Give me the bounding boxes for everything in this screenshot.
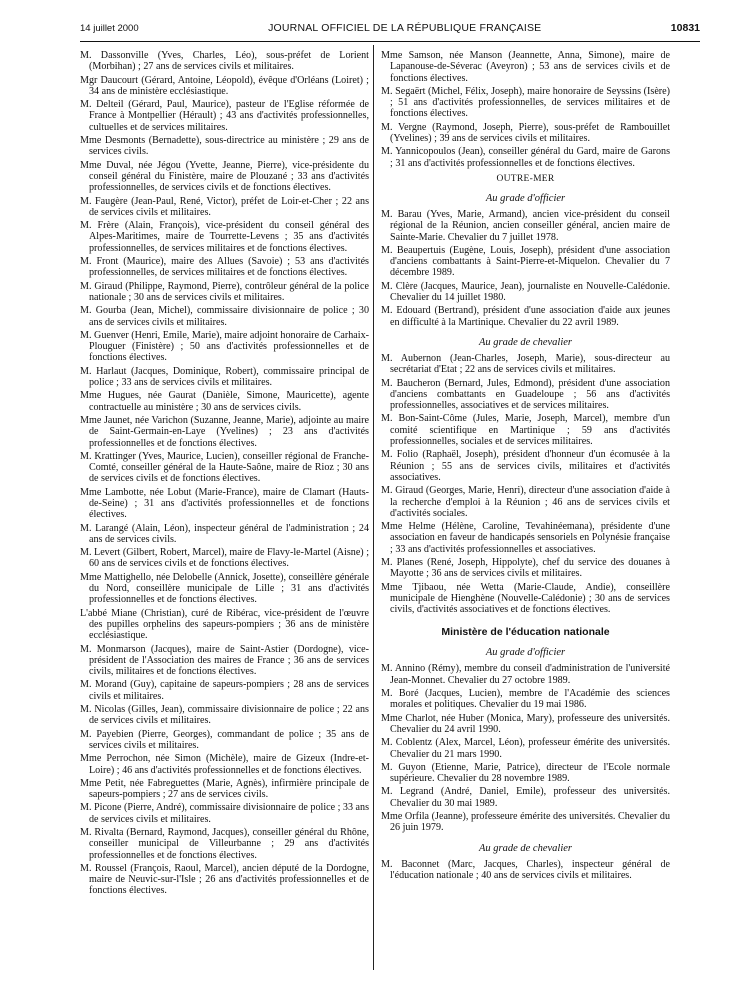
entry: L'abbé Miane (Christian), curé de Ribérac, vice-président de l'œuvre des pupilles orphelins des sapeurs-pompiers ; 36 ans de ministère ecclésiastique. bbox=[80, 607, 369, 642]
entry: M. Krattinger (Yves, Maurice, Lucien), conseiller régional de Franche-Comté, conseiller général de la Haute-Saône, maire de Rioz ; 30 ans de services civils et de fonctions électives. bbox=[80, 450, 369, 485]
entry: M. Folio (Raphaël, Joseph), président d'honneur d'un écomusée à la Réunion ; 55 ans de services civils, militaires et d'activités associatives. bbox=[381, 449, 670, 483]
entry: M. Dassonville (Yves, Charles, Léo), sous-préfet de Lorient (Morbihan) ; 27 ans de services civils et militaires. bbox=[80, 50, 369, 73]
entry: Mme Mattighello, née Delobelle (Annick, Josette), conseillère générale du Nord, conseillère municipale de Lille ; 31 ans d'activités professionnelles et de fonctions électives. bbox=[80, 571, 369, 606]
entry: Mme Charlot, née Huber (Monica, Mary), professeure des universités. Chevalier du 24 avril 1990. bbox=[381, 712, 670, 735]
grade-heading-officier: Au grade d'officier bbox=[485, 192, 566, 204]
entry: M. Front (Maurice), maire des Allues (Savoie) ; 53 ans d'activités professionnelles, de services militaires et de fonctions électives. bbox=[80, 256, 369, 279]
entry: M. Giraud (Georges, Marie, Henri), directeur d'une association d'aide à la recherche d'emploi à la Réunion ; 46 ans de services civils et d'activités sociales. bbox=[381, 485, 670, 519]
entry: M. Gourba (Jean, Michel), commissaire divisionnaire de police ; 30 ans de services civils et militaires. bbox=[80, 305, 369, 328]
entry: M. Picone (Pierre, André), commissaire divisionnaire de police ; 33 ans de services civils et militaires. bbox=[80, 802, 370, 825]
grade-heading-officier: Au grade d'officier bbox=[485, 647, 566, 659]
entry: M. Clère (Jacques, Maurice, Jean), journaliste en Nouvelle-Calédonie. Chevalier du 14 juillet 1980. bbox=[381, 280, 670, 304]
entry: Mme Tjibaou, née Wetta (Marie-Claude, Andie), conseillère municipale de Hienghène (Nouvelle-Calédonie) ; 30 ans de services civils, d'activités associatives et de fonctions électives. bbox=[381, 581, 670, 616]
ministry-heading: Ministère de l'éducation nationale bbox=[441, 626, 610, 639]
entry: Mme Lambotte, née Lobut (Marie-France), maire de Clamart (Hauts-de-Seine) ; 31 ans d'activités professionnelles et de fonctions électives. bbox=[80, 486, 369, 521]
entry: M. Annino (Rémy), membre du conseil d'administration de l'université Jean-Monnet. Chevalier du 27 octobre 1989. bbox=[381, 663, 670, 686]
entry: M. Guenver (Henri, Emile, Marie), maire adjoint honoraire de Carhaix-Plouguer (Finistère) ; 50 ans d'activités professionnelles et de fonctions électives. bbox=[80, 329, 369, 364]
entry: M. Legrand (André, Daniel, Emile), professeur des universités. Chevalier du 30 mai 1989. bbox=[381, 786, 670, 809]
entry: M. Boré (Jacques, Lucien), membre de l'Académie des sciences morales et politiques. Chevalier du 19 mai 1986. bbox=[381, 688, 670, 711]
entry: M. Faugère (Jean-Paul, René, Victor), préfet de Loir-et-Cher ; 22 ans de services civils et militaires. bbox=[80, 195, 369, 218]
entry: Mme Jaunet, née Varichon (Suzanne, Jeanne, Marie), adjointe au maire de Saint-Germain-en-Laye (Yvelines) ; 23 ans d'activités professionnelles et de fonctions électives. bbox=[80, 414, 369, 449]
entry: M. Harlaut (Jacques, Dominique, Robert), commissaire principal de police ; 33 ans de services civils et militaires. bbox=[80, 365, 369, 389]
column-divider bbox=[373, 45, 374, 970]
entry: M. Rivalta (Bernard, Raymond, Jacques), conseiller général du Rhône, conseiller municipal de Villeurbanne ; 29 ans d'activités professionnelles et de fonctions électives. bbox=[80, 827, 369, 861]
entry: M. Roussel (François, Raoul, Marcel), ancien député de la Dordogne, maire de Neuvic-sur-l'Isle ; 26 ans d'activités professionnelles et de fonctions électives. bbox=[80, 862, 369, 897]
entry: M. Aubernon (Jean-Charles, Joseph, Marie), sous-directeur au secrétariat d'Etat ; 22 ans de services civils et militaires. bbox=[381, 352, 670, 376]
entry: Mme Samson, née Manson (Jeannette, Anna, Simone), maire de Lapanouse-de-Séverac (Aveyron) ; 53 ans de services civils et de fonctions électives. bbox=[381, 50, 670, 84]
entry: M. Edouard (Bertrand), président d'une association d'aide aux jeunes en difficulté à la Martinique. Chevalier du 22 avril 1989. bbox=[381, 305, 670, 328]
education-officier-list bbox=[381, 663, 670, 833]
entry: M. Guyon (Etienne, Marie, Patrice), directeur de l'Ecole normale supérieure. Chevalier du 28 novembre 1989. bbox=[381, 761, 670, 785]
header-date: 14 juillet 2000 bbox=[80, 23, 139, 34]
entry: M. Monmarson (Jacques), maire de Saint-Astier (Dordogne), vice-président de l'Association des maires de France ; 36 ans de services civils, militaires et de fonctions électives. bbox=[80, 643, 369, 678]
grade-heading-chevalier: Au grade de chevalier bbox=[478, 336, 572, 348]
entry: M. Morand (Guy), capitaine de sapeurs-pompiers ; 28 ans de services civils et militaires. bbox=[80, 679, 369, 702]
entry: Mme Petit, née Fabreguettes (Marie, Agnès), infirmière principale de sapeurs-pompiers ; 27 ans de services civils. bbox=[80, 777, 369, 801]
entry: M. Barau (Yves, Marie, Armand), ancien vice-président du conseil régional de la Réunion, ancien conseiller général, ancien maire de Sainte-Marie. Chevalier du 7 juillet 1978. bbox=[381, 208, 670, 243]
entry: M. Nicolas (Gilles, Jean), commissaire divisionnaire de police ; 22 ans de services civils et militaires. bbox=[80, 704, 369, 727]
entry: M. Planes (René, Joseph, Hippolyte), chef du service des douanes à Mayotte ; 36 ans de services civils et militaires. bbox=[381, 556, 670, 580]
entry: Mme Helme (Hélène, Caroline, Tevahinéemana), présidente d'une association en faveur de handicapés sensoriels en Polynésie française ; 33 ans d'activités professionnelles et associatives. bbox=[381, 521, 670, 555]
entry: Mme Hugues, née Gaurat (Danièle, Simone, Mauricette), agente contractuelle au ministère ; 30 ans de services civils. bbox=[80, 390, 369, 413]
entry: M. Beaupertuis (Eugène, Louis, Joseph), président d'une association d'anciens combattants à Saint-Pierre-et-Miquelon. Chevalier du 7 décembre 1989. bbox=[381, 244, 670, 279]
outre-mer-officier-list bbox=[381, 209, 670, 328]
header-page-number: 10831 bbox=[670, 22, 700, 34]
entry: M. Vergne (Raymond, Joseph, Pierre), sous-préfet de Rambouillet (Yvelines) ; 39 ans de services civils et militaires. bbox=[381, 121, 670, 145]
entry: Mme Desmonts (Bernadette), sous-directrice au ministère ; 29 ans de services civils. bbox=[80, 135, 369, 158]
entry: M. Bon-Saint-Côme (Jules, Marie, Joseph, Marcel), membre d'un comité scientifique en Martinique ; 59 ans d'activités professionnelles, sociales et de services militaires. bbox=[381, 413, 670, 448]
entry: M. Segaërt (Michel, Félix, Joseph), maire honoraire de Seyssins (Isère) ; 51 ans d'activités professionnelles, de services militaires et de fonctions électives. bbox=[381, 85, 670, 120]
entry: Mme Perrochon, née Simon (Michèle), maire de Gizeux (Indre-et-Loire) ; 46 ans d'activités professionnelles et de fonctions électives. bbox=[80, 753, 369, 776]
entry: Mme Orfila (Jeanne), professeure émérite des universités. Chevalier du 26 juin 1979. bbox=[381, 811, 670, 834]
outre-mer-chevalier-list bbox=[381, 353, 670, 616]
right-column bbox=[381, 50, 670, 883]
entry: M. Baucheron (Bernard, Jules, Edmond), président d'une association d'anciens combattants en Guadeloupe ; 56 ans d'activités professionnelles, associatives et de services militaires. bbox=[381, 377, 670, 412]
grade-heading-chevalier: Au grade de chevalier bbox=[478, 842, 572, 854]
entry: Mme Duval, née Jégou (Yvette, Jeanne, Pierre), vice-présidente du conseil général du Finistère, maire de Plouzané ; 33 ans d'activités professionnelles, de services civils et de fonctions électives. bbox=[80, 159, 369, 194]
header-title: JOURNAL OFFICIEL DE LA RÉPUBLIQUE FRANÇAISE bbox=[268, 22, 542, 34]
page-header bbox=[80, 22, 700, 40]
entry: M. Larangé (Alain, Léon), inspecteur général de l'administration ; 24 ans de services civils. bbox=[80, 522, 369, 545]
entry: M. Delteil (Gérard, Paul, Maurice), pasteur de l'Eglise réformée de France à Montpellier (Hérault) ; 43 ans d'activités professionnelles, cultuelles et de services militaires. bbox=[80, 99, 369, 133]
right-top-list bbox=[381, 50, 670, 169]
left-column bbox=[80, 50, 369, 899]
education-chevalier-list bbox=[381, 859, 670, 882]
entry: M. Yannicopoulos (Jean), conseiller général du Gard, maire de Garons ; 31 ans d'activités professionnelles et de fonctions électives. bbox=[381, 146, 670, 169]
entry: M. Levert (Gilbert, Robert, Marcel), maire de Flavy-le-Martel (Aisne) ; 60 ans de services civils et de fonctions électives. bbox=[80, 547, 369, 570]
entry: M. Baconnet (Marc, Jacques, Charles), inspecteur général de l'éducation nationale ; 40 ans de services civils et militaires. bbox=[381, 858, 670, 881]
header-rule bbox=[80, 41, 700, 42]
entry: M. Coblentz (Alex, Marcel, Léon), professeur émérite des universités. Chevalier du 21 mars 1990. bbox=[381, 737, 670, 760]
entry: M. Payebien (Pierre, Georges), commandant de police ; 35 ans de services civils et militaires. bbox=[80, 728, 369, 751]
entry: Mgr Daucourt (Gérard, Antoine, Léopold), évêque d'Orléans (Loiret) ; 34 ans de ministère ecclésiastique. bbox=[80, 74, 369, 97]
section-heading-outre-mer: OUTRE-MER bbox=[496, 173, 555, 184]
entry: M. Giraud (Philippe, Raymond, Pierre), contrôleur général de la police nationale ; 30 ans de services civils et militaires. bbox=[80, 280, 369, 303]
entry: M. Frère (Alain, François), vice-président du conseil général des Alpes-Maritimes, maire de Tourrette-Levens ; 35 ans d'activités professionnelles, de services militaires et de fonctions électives. bbox=[80, 220, 369, 254]
